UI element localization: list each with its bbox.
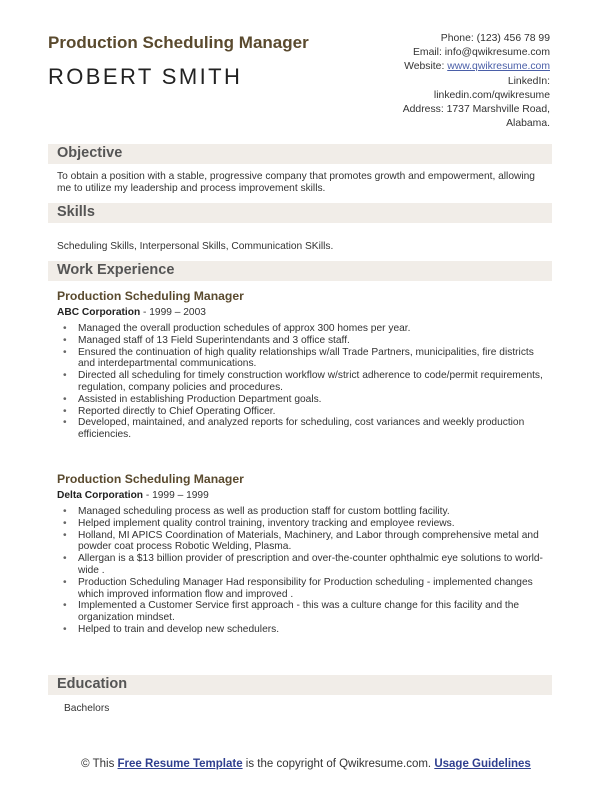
bullet-text: Developed, maintained, and analyzed reports for scheduling, cost variances and weekly production efficiencies. (78, 417, 525, 441)
bullet-icon: • (63, 529, 67, 541)
list-item (62, 370, 550, 394)
bullet-icon: • (63, 393, 67, 405)
list-item (62, 577, 550, 601)
list-item (62, 394, 550, 406)
bullet-icon: • (63, 370, 67, 382)
list-item (62, 530, 550, 554)
usage-guidelines-link[interactable]: Usage Guidelines (434, 758, 531, 770)
objective-text: To obtain a position with a stable, progressive company that promotes growth and empowerment, allowing me to utilize my leadership and process improvement skills. (57, 171, 535, 194)
bullet-icon: • (63, 334, 67, 346)
bullet-icon: • (63, 517, 67, 529)
job-2-dates: - 1999 – 1999 (143, 490, 209, 501)
list-item (62, 347, 550, 371)
contact-block (330, 32, 550, 131)
bullet-text: Managed scheduling process as well as production staff for custom bottling facility. (78, 506, 450, 517)
resume-job-title: Production Scheduling Manager (48, 33, 309, 52)
list-item (62, 518, 550, 530)
bullet-text: Reported directly to Chief Operating Officer. (78, 405, 276, 417)
bullet-text: Managed the overall production schedules of approx 300 homes per year. (78, 323, 411, 334)
bullet-text: Allergan is a $13 billion provider of prescription and over-the-counter ophthalmic eye solutions to world-wide . (78, 553, 543, 576)
bullet-text: Ensured the continuation of high quality relationships w/all Trade Partners, municipalities, fire districts and interdepartmental communications. (78, 346, 534, 370)
bullet-text: Managed staff of 13 Field Superintendants and 3 office staff. (78, 334, 350, 346)
list-item (62, 600, 550, 624)
list-item (62, 406, 550, 418)
resume-name: ROBERT SMITH (48, 64, 243, 89)
list-item (62, 323, 550, 335)
bullet-icon: • (63, 323, 67, 334)
contact-website-link[interactable]: www.qwikresume.com (447, 61, 550, 73)
skills-text: Scheduling Skills, Interpersonal Skills, Communication SKills. (57, 241, 334, 252)
contact-website (330, 60, 550, 74)
contact-address-line1: Address: 1737 Marshville Road, (402, 104, 550, 116)
job-2-company-line (57, 490, 209, 501)
bullet-text: Helped implement quality control training, inventory tracking and employee reviews. (78, 517, 455, 529)
contact-linkedin-label: LinkedIn: (507, 75, 550, 87)
list-item (62, 553, 550, 577)
education-title: Education (57, 676, 128, 692)
education-text: Bachelors (64, 703, 110, 714)
job-1-bullets (62, 323, 550, 441)
bullet-icon: • (63, 405, 67, 417)
list-item (62, 417, 550, 441)
list-item (62, 506, 550, 518)
contact-linkedin-value: linkedin.com/qwikresume (433, 89, 550, 101)
education-section-header (48, 675, 552, 695)
work-title: Work Experience (57, 262, 175, 278)
contact-address-line2: Alabama. (506, 118, 550, 130)
copyright-footer (48, 758, 564, 771)
contact-phone: Phone: (123) 456 78 99 (440, 33, 550, 44)
bullet-icon: • (63, 623, 67, 635)
job-2-bullets (62, 506, 550, 636)
bullet-icon: • (63, 553, 67, 565)
bullet-text: Holland, MI APICS Coordination of Materials, Machinery, and Labor through comprehensive metal and powder coat process Robotic Welding, Plasma. (78, 529, 539, 553)
footer-middle: is the copyright of Qwikresume.com. (242, 758, 435, 770)
objective-title: Objective (57, 145, 123, 161)
job-1-dates: - 1999 – 2003 (140, 307, 206, 318)
bullet-text: Production Scheduling Manager Had responsibility for Production scheduling - implemented changes which improved information flow and improved . (78, 576, 533, 600)
bullet-text: Directed all scheduling for timely construction workflow w/strict adherence to code/permit requirements, regulation, company policies and procedures. (78, 370, 543, 393)
job-2-company: Delta Corporation (57, 490, 144, 501)
bullet-text: Implemented a Customer Service first approach - this was a culture change for this facility and the organization mindset. (78, 600, 520, 624)
job-1-role: Production Scheduling Manager (57, 289, 244, 303)
free-resume-template-link[interactable]: Free Resume Template (117, 758, 243, 770)
skills-title: Skills (57, 204, 95, 220)
skills-section-header (48, 203, 552, 223)
bullet-icon: • (63, 506, 67, 517)
footer-prefix: © This (81, 758, 118, 770)
bullet-icon: • (63, 576, 67, 588)
bullet-text: Assisted in establishing Production Department goals. (78, 393, 322, 405)
bullet-icon: • (63, 600, 67, 612)
work-section-header (48, 261, 552, 281)
objective-section-header (48, 144, 552, 164)
bullet-text: Helped to train and develop new schedulers. (78, 623, 280, 635)
job-2-role: Production Scheduling Manager (57, 472, 244, 486)
job-1-company-line (57, 307, 206, 318)
list-item (62, 624, 550, 636)
contact-website-label: Website: (404, 61, 448, 73)
list-item (62, 335, 550, 347)
contact-email: Email: info@qwikresume.com (412, 47, 550, 59)
bullet-icon: • (63, 346, 67, 358)
job-1-company: ABC Corporation (57, 307, 141, 318)
bullet-icon: • (63, 417, 67, 429)
